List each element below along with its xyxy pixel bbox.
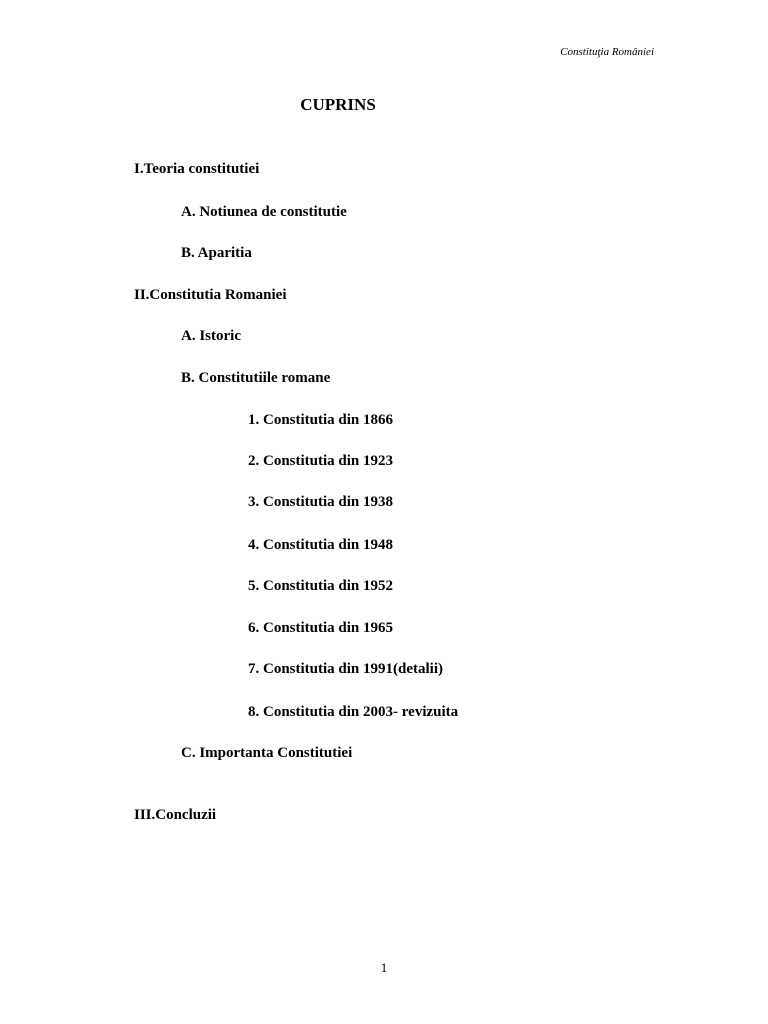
toc-subsection-2c: C. Importanta Constitutiei <box>181 745 353 761</box>
page-number: 1 <box>380 960 388 975</box>
toc-section-1: I.Teoria constitutiei <box>134 161 260 177</box>
toc-item-2b-8: 8. Constitutia din 2003- revizuita <box>248 704 459 720</box>
toc-subsection-1a: A. Notiunea de constitutie <box>181 204 347 220</box>
toc-subsection-2a: A. Istoric <box>181 328 241 344</box>
toc-subsection-1b: B. Aparitia <box>181 245 252 261</box>
running-header: Constituţia României <box>560 46 654 58</box>
page-title: CUPRINS <box>300 95 376 114</box>
toc-item-2b-5: 5. Constitutia din 1952 <box>248 578 394 594</box>
toc-item-2b-4: 4. Constitutia din 1948 <box>248 537 394 553</box>
toc-section-3: III.Concluzii <box>134 807 217 823</box>
toc-subsection-2b: B. Constitutiile romane <box>181 370 331 386</box>
toc-item-2b-7: 7. Constitutia din 1991(detalii) <box>248 661 444 677</box>
toc-item-2b-2: 2. Constitutia din 1923 <box>248 453 394 469</box>
toc-item-2b-6: 6. Constitutia din 1965 <box>248 620 394 636</box>
toc-item-2b-3: 3. Constitutia din 1938 <box>248 494 394 510</box>
toc-section-2: II.Constitutia Romaniei <box>134 287 287 303</box>
toc-item-2b-1: 1. Constitutia din 1866 <box>248 412 394 428</box>
